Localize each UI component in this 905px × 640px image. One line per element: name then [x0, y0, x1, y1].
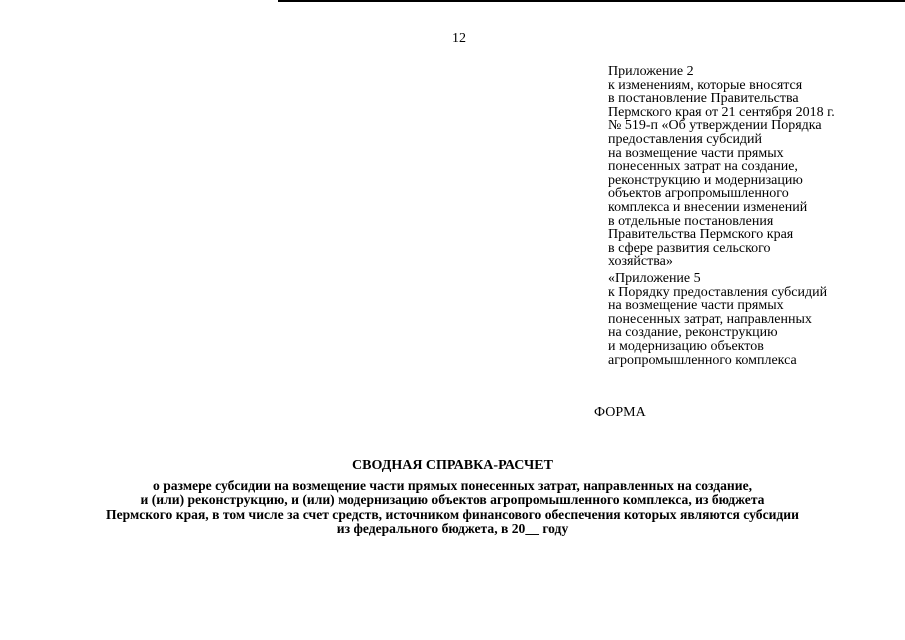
appendix-2-line: Приложение 2 — [608, 64, 694, 79]
appendix-5-line: «Приложение 5 — [608, 271, 701, 286]
document-subtitle — [0, 479, 905, 537]
appendix-5-line: агропромышленного комплекса — [608, 352, 797, 368]
page-number: 12 — [452, 31, 466, 46]
appendix-2-line: № 519-п «Об утверждении Порядка — [608, 118, 822, 134]
appendix-2-header — [608, 65, 898, 269]
appendix-5-line: к Порядку предоставления субсидий — [608, 284, 828, 300]
appendix-2-line: к изменениям, которые вносятся — [608, 77, 803, 93]
appendix-2-line: на возмещение части прямых — [608, 145, 784, 161]
appendix-2-line: хозяйства» — [608, 254, 673, 270]
appendix-2-line: реконструкцию и модернизацию — [608, 172, 803, 188]
appendix-2-line: в постановление Правительства — [608, 91, 799, 107]
appendix-2-line: Правительства Пермского края — [608, 227, 794, 243]
form-label: ФОРМА — [594, 405, 646, 420]
appendix-2-line: комплекса и внесении изменений — [608, 199, 808, 215]
appendix-2-line: предоставления субсидий — [608, 131, 763, 147]
appendix-5-line: на создание, реконструкцию — [608, 325, 778, 341]
appendix-5-line: понесенных затрат, направленных — [608, 311, 812, 327]
subtitle-line: из федерального бюджета, в 20__ году — [336, 521, 569, 537]
appendix-5-line: на возмещение части прямых — [608, 298, 784, 314]
appendix-2-line: в отдельные постановления — [608, 213, 774, 229]
subtitle-line: о размере субсидии на возмещение части прямых понесенных затрат, направленных на создание, — [153, 478, 752, 493]
appendix-2-line: в сфере развития сельского — [608, 240, 771, 256]
subtitle-line: и (или) реконструкцию, и (или) модернизацию объектов агропромышленного комплекса, из бюджета — [140, 492, 765, 508]
appendix-5-header — [608, 272, 898, 367]
appendix-2-line: объектов агропромышленного — [608, 186, 789, 202]
appendix-2-line: понесенных затрат на создание, — [608, 159, 798, 175]
top-border-line — [278, 0, 905, 2]
appendix-2-line: Пермского края от 21 сентября 2018 г. — [608, 104, 835, 120]
appendix-5-line: и модернизацию объектов — [608, 338, 764, 354]
document-title: СВОДНАЯ СПРАВКА-РАСЧЕТ — [352, 458, 553, 473]
subtitle-line: Пермского края, в том числе за счет средств, источником финансового обеспечения которых являются субсидии — [106, 506, 799, 522]
